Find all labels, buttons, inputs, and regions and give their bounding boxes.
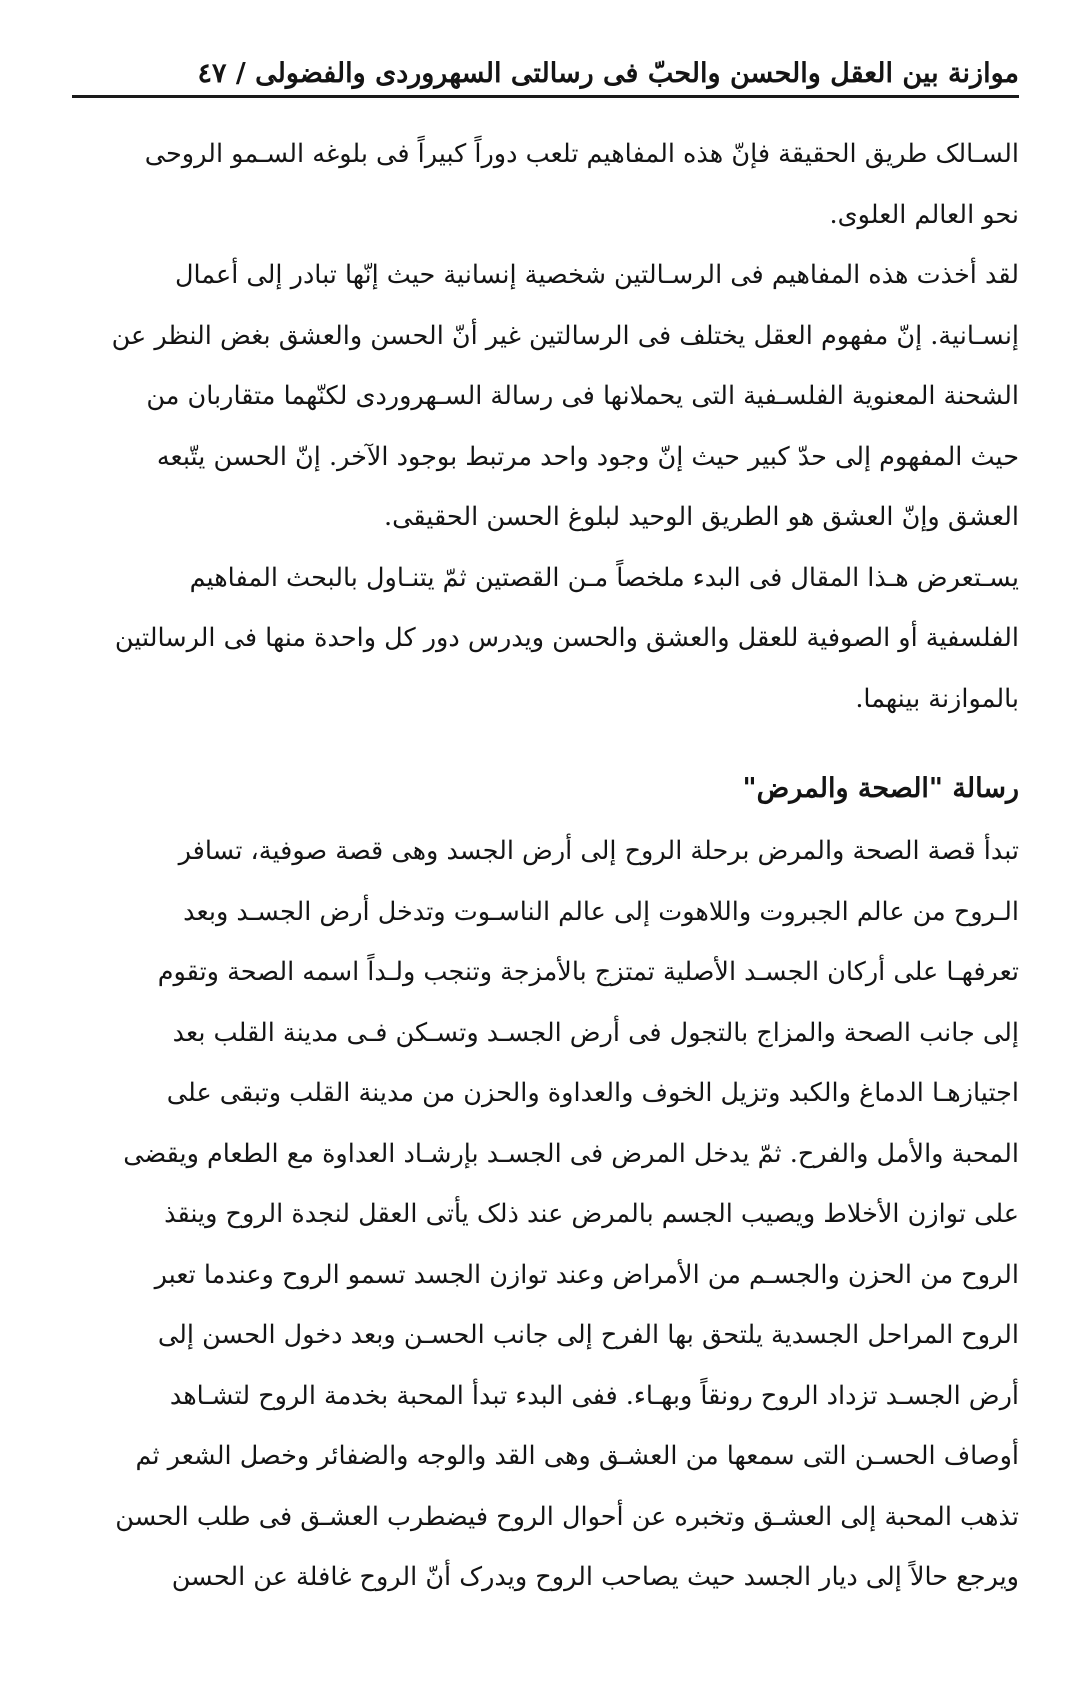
text-line: أوصاف الحسـن التى سمعها من العشـق وهى القد والوجه والضفائر وخصل الشعر ثم xyxy=(135,1441,1019,1471)
section-paragraph xyxy=(72,821,1019,1608)
header-rule xyxy=(72,95,1019,98)
text-line: العشق وإنّ العشق هو الطريق الوحيد لبلوغ الحسن الحقيقى. xyxy=(384,502,1019,532)
text-line: على توازن الأخلاط ويصيب الجسم بالمرض عند ذلک يأتى العقل لنجدة الروح وينقذ xyxy=(164,1199,1019,1229)
text-line: إنسـانية. إنّ مفهوم العقل يختلف فى الرسالتين غير أنّ الحسن والعشق بغض النظر عن xyxy=(111,320,1019,351)
text-line: أرض الجسـد تزداد الروح رونقاً وبهـاء. ففى البدء تبدأ المحبة بخدمة الروح لتشـاهد xyxy=(169,1380,1019,1411)
section-heading: رسالة "الصحة والمرض" xyxy=(742,773,1019,804)
running-header xyxy=(72,52,1019,94)
text-line: لقد أخذت هذه المفاهيم فى الرسـالتين شخصية إنسانية حيث إنّها تبادر إلى أعمال xyxy=(174,260,1019,290)
body-text xyxy=(72,124,1019,1608)
text-line: الروح من الحزن والجسـم من الأمراض وعند توازن الجسد تسمو الروح وعندما تعبر xyxy=(154,1259,1019,1290)
paragraph-1 xyxy=(72,124,1019,245)
text-line: تعرفهـا على أركان الجسـد الأصلية تمتزج بالأمزجة وتنجب ولـداً اسمه الصحة وتقوم xyxy=(157,957,1019,987)
book-page xyxy=(72,0,1019,1681)
text-line: تذهب المحبة إلى العشـق وتخبره عن أحوال الروح فيضطرب العشـق فى طلب الحسن xyxy=(115,1501,1019,1532)
text-line: تبدأ قصة الصحة والمرض برحلة الروح إلى أرض الجسد وهى قصة صوفية، تسافر xyxy=(178,836,1019,866)
running-title: موازنة بين العقل والحسن والحبّ فى رسالتى السهروردى والفضولى / ٤٧ xyxy=(197,57,1019,89)
text-line: يسـتعرض هـذا المقال فى البدء ملخصاً مـن القصتين ثمّ يتنـاول بالبحث المفاهيم xyxy=(189,562,1019,593)
text-line: اجتيازهـا الدماغ والكبد وتزيل الخوف والعداوة والحزن من مدينة القلب وتبقى على xyxy=(166,1078,1019,1108)
text-line: الفلسفية أو الصوفية للعقل والعشق والحسن ويدرس دور كل واحدة منها فى الرسالتين xyxy=(114,623,1019,653)
text-line: إلى جانب الصحة والمزاج بالتجول فى أرض الجسـد وتسـكن فـى مدينة القلب بعد xyxy=(172,1017,1019,1048)
text-line: الـروح من عالم الجبروت واللاهوت إلى عالم الناسـوت وتدخل أرض الجسـد وبعد xyxy=(183,896,1019,927)
text-line: بالموازنة بينهما. xyxy=(855,683,1019,714)
text-line: المحبة والأمل والفرح. ثمّ يدخل المرض فى الجسـد بإرشـاد العداوة مع الطعام ويقضى xyxy=(123,1138,1019,1169)
text-line: نحو العالم العلوى. xyxy=(829,199,1019,230)
paragraph-2 xyxy=(72,245,1019,548)
text-line: حيث المفهوم إلى حدّ كبير حيث إنّ وجود واحد مرتبط بوجود الآخر. إنّ الحسن يتّبعه xyxy=(156,441,1019,472)
paragraph-3 xyxy=(72,548,1019,730)
text-line: الروح المراحل الجسدية يلتحق بها الفرح إلى جانب الحسـن وبعد دخول الحسن إلى xyxy=(157,1320,1019,1350)
text-line: السـالک طريق الحقيقة فإنّ هذه المفاهيم تلعب دوراً كبيراً فى بلوغه السـمو الروحى xyxy=(144,139,1019,169)
text-line: الشحنة المعنوية الفلسـفية التى يحملانها فى رسالة السـهروردى لكنّهما متقاربان من xyxy=(146,381,1019,411)
text-line: ويرجع حالاً إلى ديار الجسد حيث يصاحب الروح ويدرک أنّ الروح غافلة عن الحسن xyxy=(171,1562,1019,1592)
section-spacer xyxy=(72,729,1019,757)
